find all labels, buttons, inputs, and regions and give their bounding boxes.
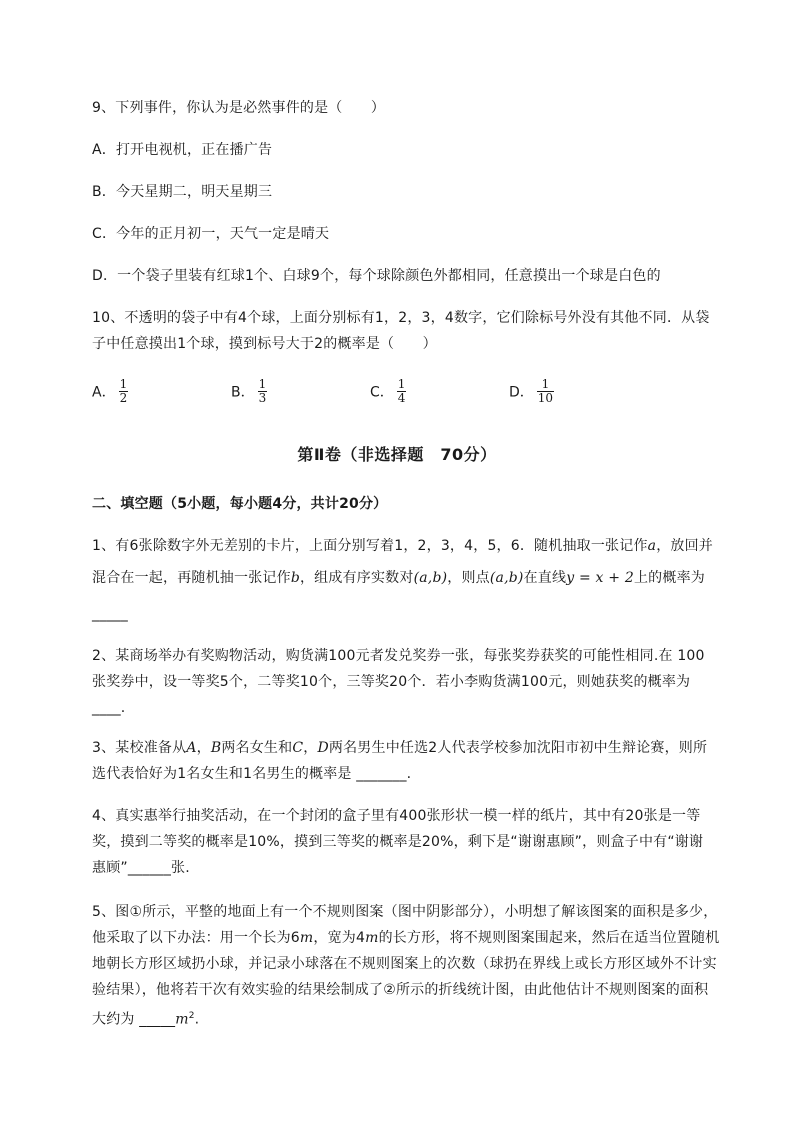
fill-q4-line2: 奖，摸到二等奖的概率是10%，摸到三等奖的概率是20%，剩下是“谢谢惠顾”，则盒子中有“谢谢 (92, 834, 704, 850)
fill-q2-line3: ____. (92, 700, 126, 716)
fill-q4-line1: 4、真实惠举行抽奖活动，在一个封闭的盒子里有400张形状一模一样的纸片，其中有20张是一等 (92, 808, 701, 824)
fill-q1-line2: 混合在一起，再随机抽一张记作b，组成有序实数对(a,b)，则点(a,b)在直线y = x + 2上的概率为 (92, 570, 705, 586)
option-label: D． (509, 384, 534, 401)
q10-option-d (509, 378, 554, 405)
fill-q5-line3: 地朝长方形区域扔小球，并记录小球落在不规则图案上的次数（球扔在界线上或长方形区域外不计实 (92, 956, 717, 972)
fill-q2-line1: 2、某商场举办有奖购物活动，购货满100元者发兑奖券一张，每张奖券获奖的可能性相同.在 100 (92, 648, 705, 664)
fill-q5-line4: 验结果），他将若干次有效实验的结果绘制成了②所示的折线统计图，由此他估计不规则图案的面积 (92, 982, 709, 998)
q10-stem-line2: 子中任意摸出1个球，摸到标号大于2的概率是（ ） (92, 336, 437, 352)
fill-q5-line5: 大约为 $\_\_\_\_\_m^2$. (92, 1011, 200, 1028)
ordered-pair: (a,b) (489, 570, 524, 586)
q10-stem-line1: 10、不透明的袋子中有4个球，上面分别标有1，2，3，4数字，它们除标号外没有其他不同．从袋 (92, 310, 710, 326)
q10-option-c (370, 378, 406, 405)
q9-stem: 9、下列事件，你认为是必然事件的是（ ） (92, 100, 386, 116)
option-label: A． (92, 384, 116, 401)
q9-option-a: A．打开电视机，正在播广告 (92, 142, 273, 158)
ordered-pair: (a,b) (413, 570, 448, 586)
fill-q1-blank: _____ (92, 606, 128, 622)
fill-q5-line1: 5、图①所示，平整的地面上有一个不规则图案（图中阴影部分），小明想了解该图案的面积是多少， (92, 904, 718, 920)
fraction: $\frac{1}{2}$ (119, 377, 128, 405)
fill-q4-line3: 惠顾”______张. (92, 860, 190, 876)
option-label: C． (370, 384, 394, 401)
fraction: $\frac{1}{3}$ (258, 377, 267, 405)
fraction: $\frac{1}{4}$ (397, 377, 406, 405)
q9-option-b: B．今天星期二，明天星期三 (92, 184, 273, 200)
fill-q5-line2: 他采取了以下办法：用一个长为6m，宽为4m的长方形，将不规则图案围起来，然后在适当位置随机 (92, 930, 720, 946)
fill-q2-line2: 张奖券中，设一等奖5个，二等奖10个，三等奖20个．若小李购货满100元，则她获奖的概率为 (92, 674, 691, 690)
fill-q3-line1: 3、某校准备从A，B两名女生和C，D两名男生中任选2人代表学校参加沈阳市初中生辩论赛，则所 (92, 740, 708, 756)
var-b: b (290, 570, 300, 586)
q9-option-d: D．一个袋子里装有红球1个、白球9个，每个球除颜色外都相同，任意摸出一个球是白色的 (92, 268, 661, 284)
q10-option-b (231, 378, 267, 405)
fill-q3-line2: 选代表恰好为1名女生和1名男生的概率是 _______. (92, 766, 412, 782)
q10-option-a (92, 378, 128, 405)
part2-title: 第Ⅱ卷（非选择题 70分） (297, 445, 497, 464)
fraction: $\frac{1}{10}$ (537, 377, 554, 405)
fill-q1-line1: 1、有6张除数字外无差别的卡片，上面分别写着1，2，3，4，5，6．随机抽取一张记作a，放回并 (92, 538, 714, 554)
fill-section-subtitle: 二、填空题（5小题，每小题4分，共计20分） (92, 496, 388, 512)
var-a: a (647, 538, 657, 554)
option-label: B． (231, 384, 255, 401)
q9-option-c: C．今年的正月初一，天气一定是晴天 (92, 226, 330, 242)
line-equation: y = x + 2 (566, 570, 634, 586)
